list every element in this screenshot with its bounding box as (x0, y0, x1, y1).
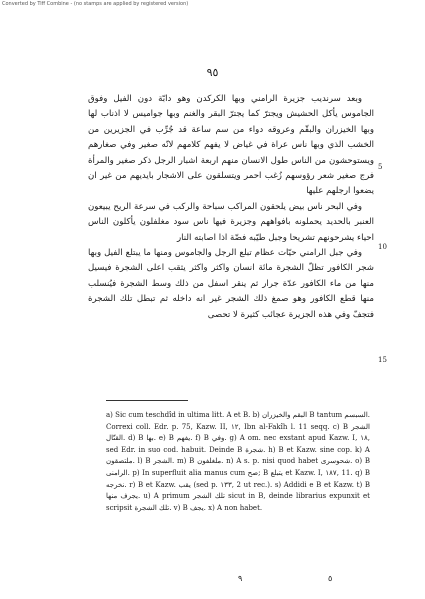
line-number-15: 15 (378, 356, 387, 364)
paragraph-3: وفي جبل الرامني حيّات عظام تبلع الرجل والجاموس ومنها ما يبتلع الفيل وبها شجر الكافور تظلّ الشجرة مائة انسان واكثر واكثر يثقب اعلى الشجرة فيسيل منها من ماء الكافور عدّة جرار ثم ينقر اسفل من ذلك وسط الشجرة فيُنسلب منها قطع الكافور وهو صمغ ذلك الشجر غير انه داخله ثم تبطل تلك الشجرة فتجفّ وفي هذه الجزيرة عجائب كثيرة لا تحصى (88, 248, 374, 320)
signature-mark-left: ٩ (238, 574, 243, 583)
signature-mark-right: ٥ (328, 574, 333, 583)
footnotes (106, 410, 370, 514)
paragraph-2: وفي البحر ناس بيض يلحقون المراكب سباحة والركب في سرعة الريح يبيعون العنبر بالحديد يحملونه بافواههم وجزيرة فيها ناس سود مغلفلون يأكلون الناس احياء يشرحونهم تشريحا وجبل طيّبه فضّة اذا اصابته النار (88, 201, 374, 243)
page-number: ٩٥ (206, 66, 219, 79)
footnote-block: a) Sic cum teschdîd in ultima litt. A et B. b) البقم والخيزران B tantum السبسم. Correxi coll. Edr. p. 75, Kazw. II, ۱۲, Ibn al-Fakîh l. 11 seqq. c) B الشجر القتّال. d) B بها. e) B يفهم. f) B وفي. g) A om. nec exstant apud Kazw. I, ۱۸, sed Edr. in suo cod. habuit. Deinde B شجرة. h) B et Kazw. sine cop. k) A ملتصقون. l) B الشجر. m) B ملغلفون. n) A s. p. nisi quod habet شحوسرى. o) B الرامنى. p) In superfluit alia manus cum صح; B يتبلع et Kazw. I, ۱۸۷, 11. q) B نخرجه. r) B et Kazw. يقب (sed p. ۱۳۳, 2 ut rec.). s) Addidi e B et Kazw. t) B يجرف منها. u) A primum تلك الشجر sicut in B, deinde librarius expunxit et scripsit تلك الشجرة. v) B يجف. x) A non habet. (106, 411, 371, 512)
line-number-10: 10 (378, 243, 387, 251)
converter-banner: Converted by Tiff Combine - (no stamps are applied by registered version) (2, 1, 189, 7)
footnote-rule (106, 400, 188, 401)
line-number-5: 5 (378, 163, 383, 171)
main-text (88, 92, 374, 323)
paragraph-1: وبعد سرنديب جزيرة الرامني وبها الكركدن وهو دابّة دون الفيل وفوق الجاموس يأكل الحشيش ويجترّ كما يجترّ البقر والغنم وبها جواميس لا اذناب لها وبها الخيزران والبقّم وعروقه دواء من سم ساعة قد جُرِّب في الجزيرين من الخشب الذي وبها ناس عراة في غياض لا يفهم كلامهم لانّه صغير وفي صغارهم ويستوحشون من الناس طول الانسان منهم اربعة اشبار الرجل ذكر صغير والمرأة فرج صغير شعر رؤوسهم زُغب احمر ويتسلقون على الاشجار بايديهم من غير ان يضعوا ارجلهم عليها (88, 94, 374, 197)
